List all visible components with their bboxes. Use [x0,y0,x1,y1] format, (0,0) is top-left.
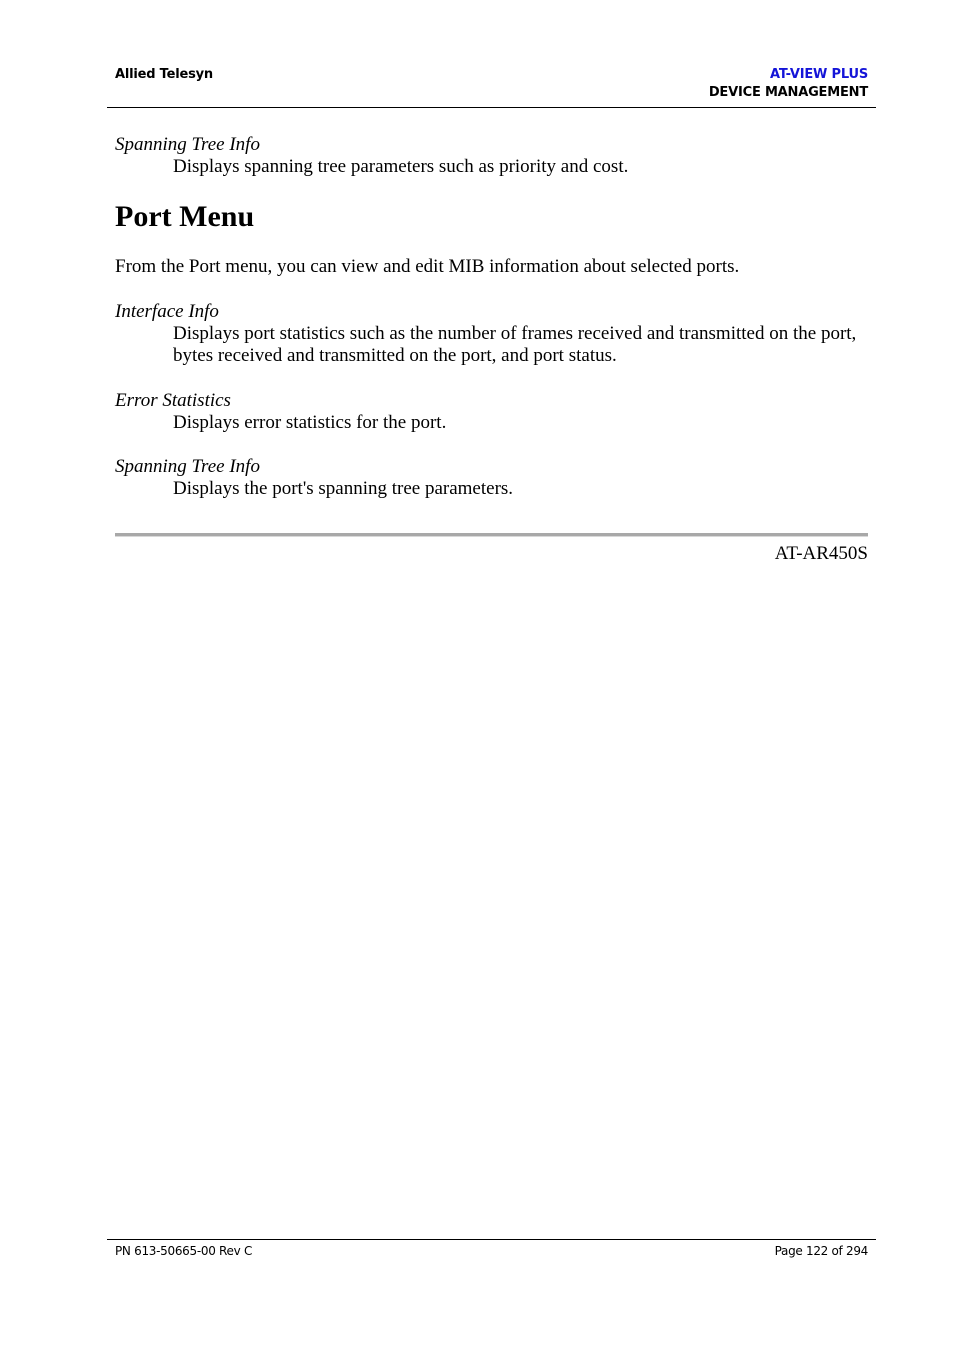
header-divider [107,107,876,108]
desc-error-statistics: Displays error statistics for the port. [173,412,447,433]
header-product-name: AT-VIEW PLUS [770,67,868,82]
header-section-name: DEVICE MANAGEMENT [708,85,868,100]
term-spanning-tree-info: Spanning Tree Info [115,456,260,477]
term-interface-info: Interface Info [115,301,219,322]
term-spanning-tree-info-prev: Spanning Tree Info [115,134,260,155]
page-title: Port Menu [115,200,255,233]
footer-part-number: PN 613-50665-00 Rev C [115,1244,253,1258]
desc-spanning-tree-info-prev: Displays spanning tree parameters such as priority and cost. [173,156,629,177]
term-error-statistics: Error Statistics [115,390,231,411]
desc-interface-info-line-2: bytes received and transmitted on the port, and port status. [173,345,617,366]
product-label: AT-AR450S [774,543,868,564]
product-divider [115,533,868,537]
section-intro: From the Port menu, you can view and edit MIB information about selected ports. [115,256,740,277]
desc-spanning-tree-info: Displays the port's spanning tree parameters. [173,478,514,499]
footer-page-number: Page 122 of 294 [774,1244,868,1258]
desc-interface-info-line-1: Displays port statistics such as the number of frames received and transmitted on the port, [173,323,857,344]
header-company-name: Allied Telesyn [115,67,213,82]
footer-divider [107,1239,876,1240]
